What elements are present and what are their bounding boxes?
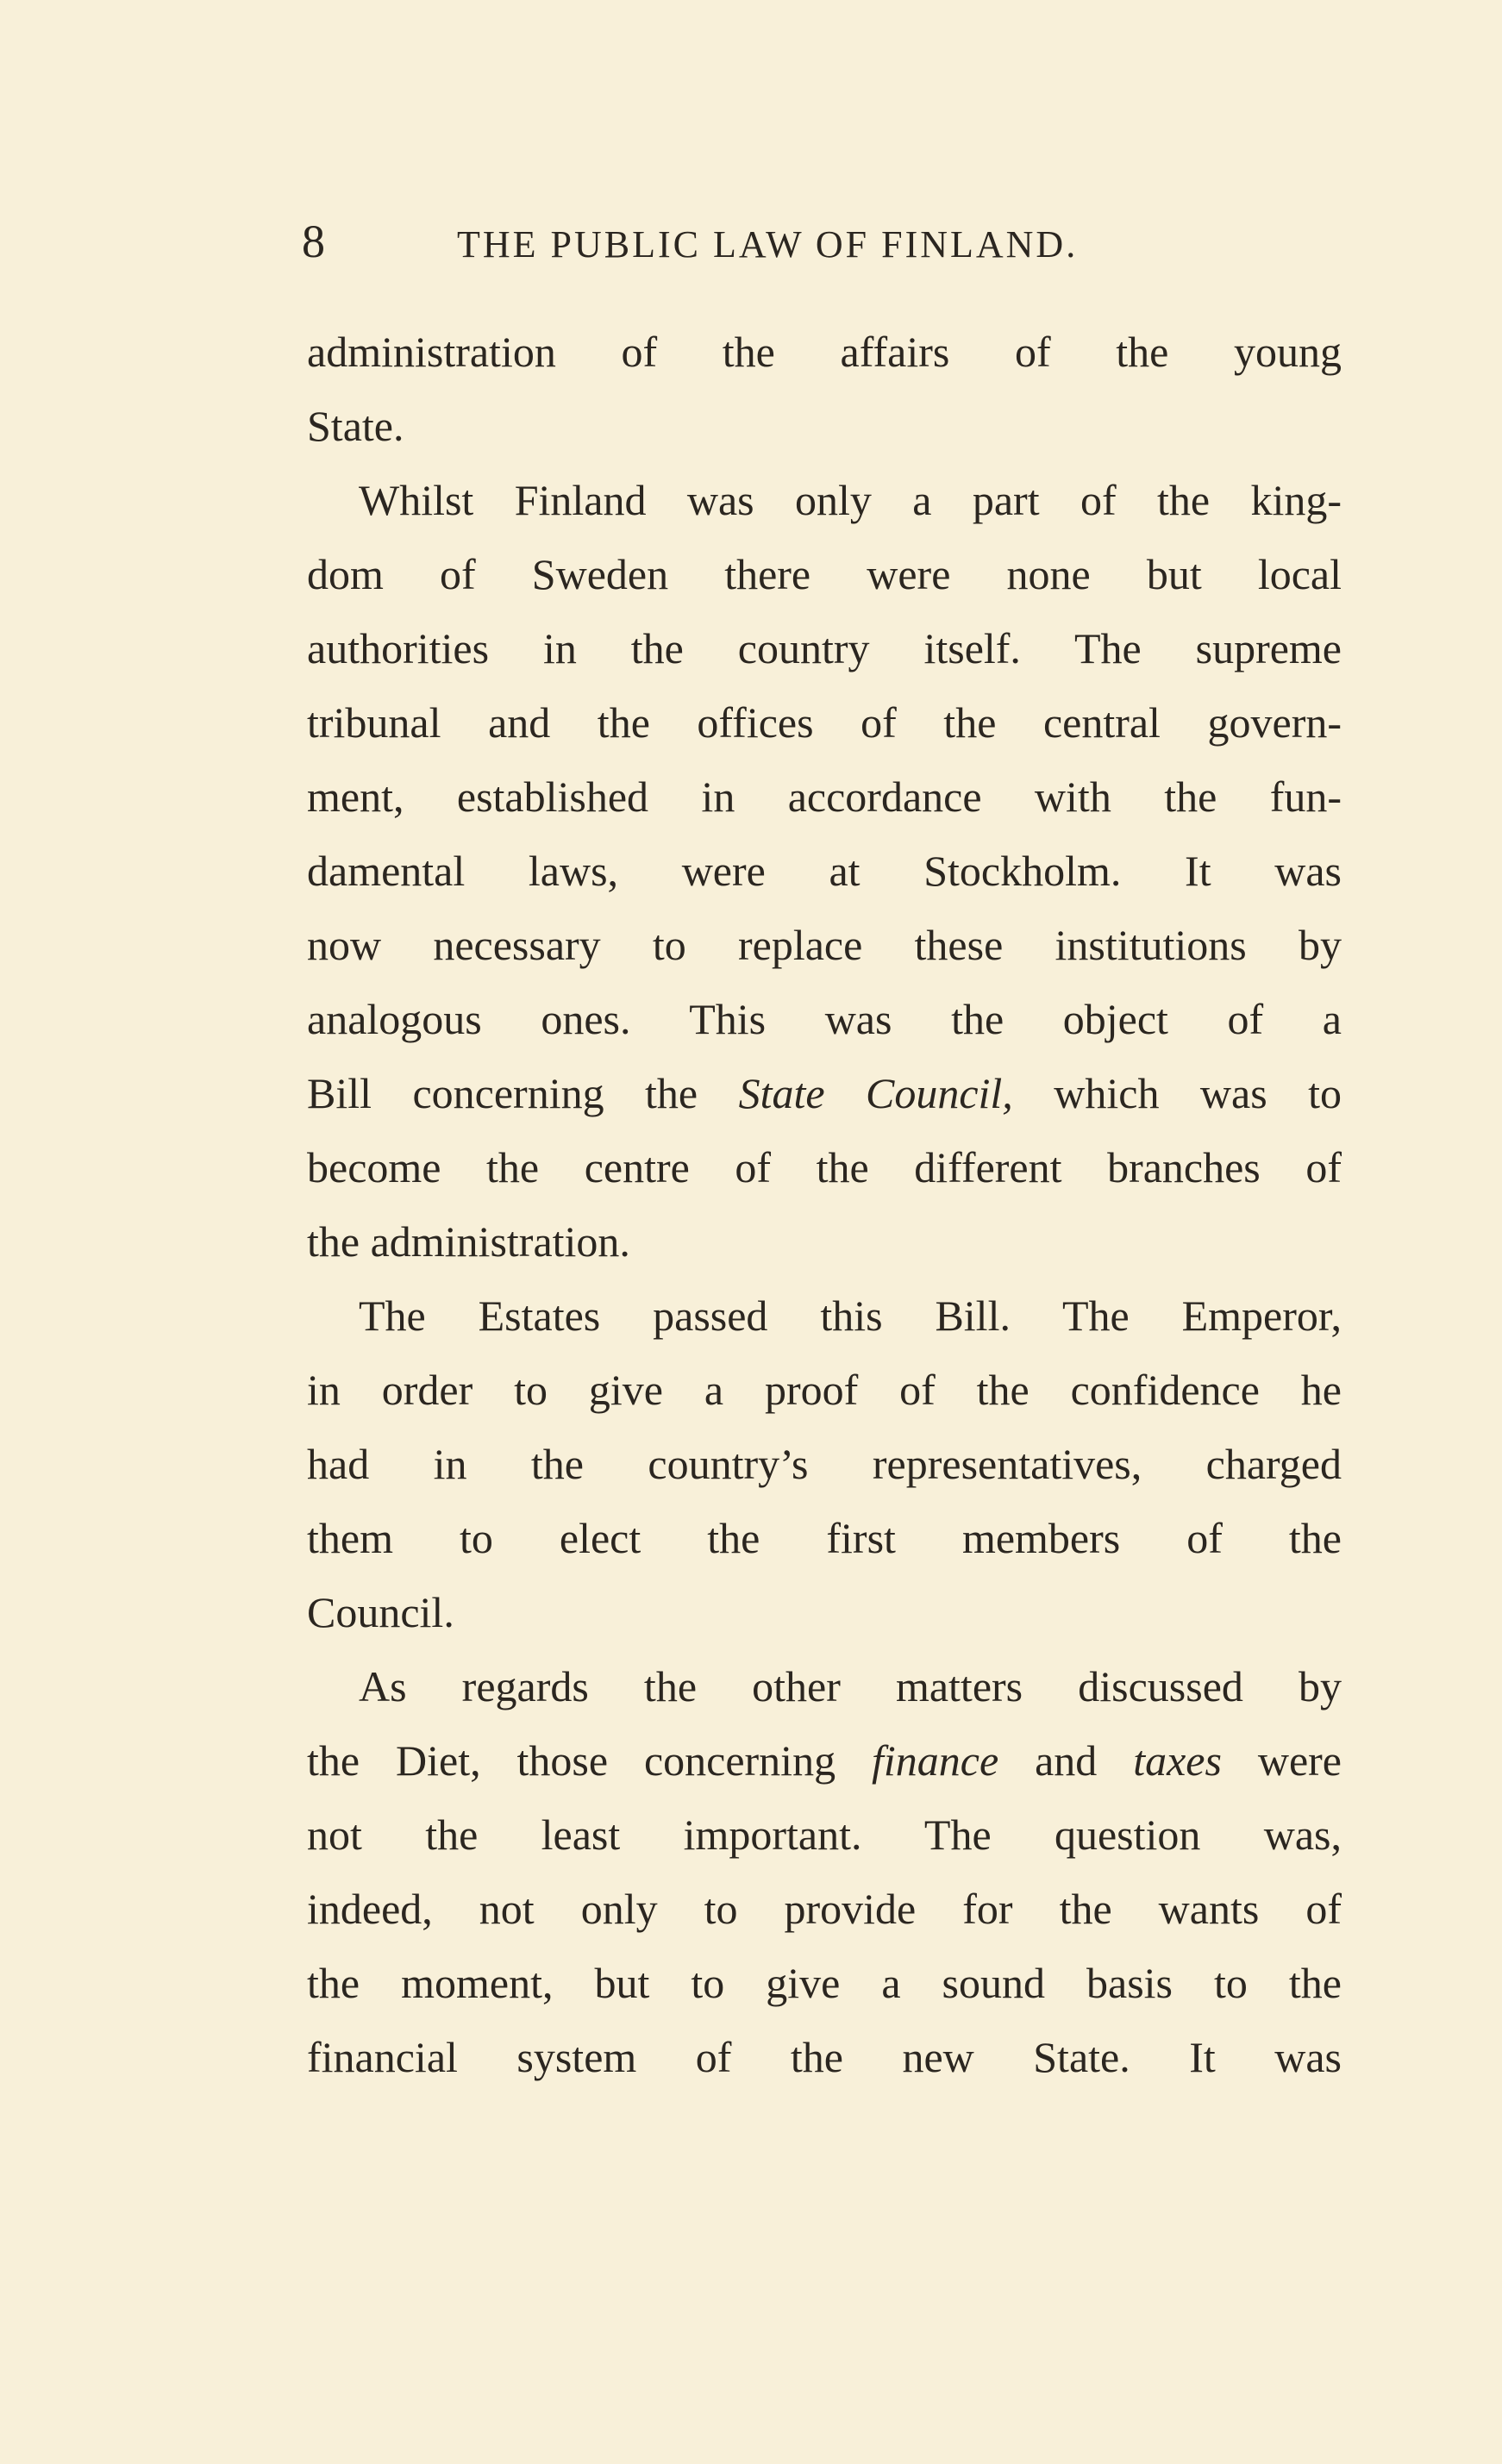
text-line: The Estates passed this Bill. The Emperor,	[359, 1291, 1342, 1340]
running-title: THE PUBLIC LAW OF FINLAND.	[457, 223, 1079, 266]
text-line: ment, established in accordance with the fun-	[307, 772, 1342, 821]
text-span: Bill concerning the	[307, 1069, 739, 1117]
text-line: had in the country’s representatives, charged	[307, 1440, 1342, 1488]
text-line: the moment, but to give a sound basis to the	[307, 1959, 1342, 2007]
text-line: tribunal and the offices of the central govern-	[307, 698, 1342, 747]
page-number: 8	[302, 216, 325, 267]
text-line	[307, 1723, 1342, 1798]
text-line: not the least important. The question was,	[307, 1810, 1342, 1859]
text-span: and	[998, 1736, 1134, 1785]
italic-term-taxes: taxes	[1133, 1736, 1222, 1785]
text-line: become the centre of the different branches of	[307, 1143, 1342, 1191]
text-line: State.	[307, 402, 404, 450]
text-line: in order to give a proof of the confidence he	[307, 1366, 1342, 1414]
text-line: As regards the other matters discussed by	[359, 1662, 1342, 1710]
page-header	[302, 207, 1345, 276]
text-line: authorities in the country itself. The supreme	[307, 624, 1342, 672]
text-line: Whilst Finland was only a part of the king-	[359, 476, 1342, 524]
text-line: damental laws, were at Stockholm. It was	[307, 847, 1342, 895]
text-span: which was to	[1012, 1069, 1342, 1117]
text-line	[307, 1056, 1342, 1130]
italic-term-state-council: State Council,	[738, 1069, 1013, 1117]
text-line: administration of the affairs of the young	[307, 328, 1342, 376]
text-line: the administration.	[307, 1217, 630, 1266]
text-line: indeed, not only to provide for the wants of	[307, 1885, 1342, 1933]
text-span: were	[1221, 1736, 1342, 1785]
body-text	[307, 315, 1342, 2094]
text-line: analogous ones. This was the object of a	[307, 995, 1342, 1043]
text-span: the Diet, those concerning	[307, 1736, 872, 1785]
text-line: Council.	[307, 1588, 454, 1636]
italic-term-finance: finance	[871, 1736, 999, 1785]
text-line: them to elect the first members of the	[307, 1514, 1342, 1562]
text-line: now necessary to replace these institutions by	[307, 921, 1342, 969]
text-line: dom of Sweden there were none but local	[307, 550, 1342, 598]
text-line: financial system of the new State. It was	[307, 2033, 1342, 2081]
